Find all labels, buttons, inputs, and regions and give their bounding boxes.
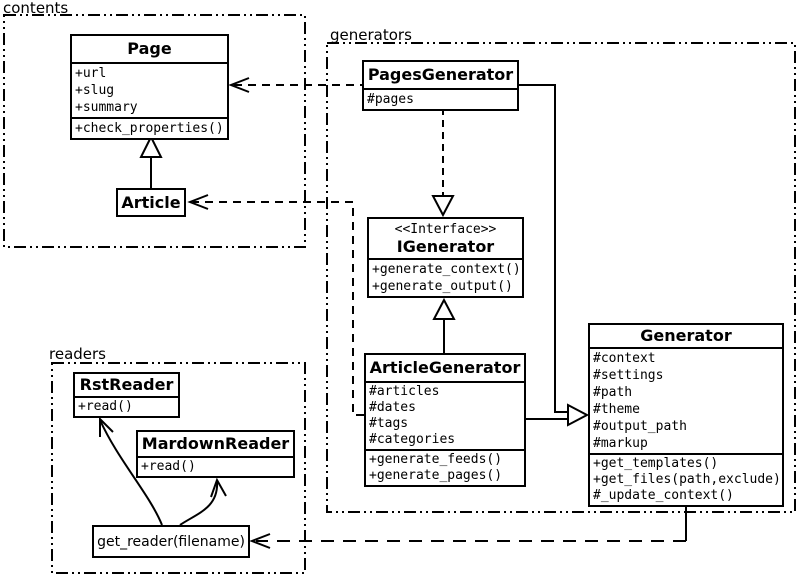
class-member: +slug — [75, 83, 115, 98]
generalization-arrow-generator — [568, 405, 587, 425]
class-articlegenerator-methods — [366, 449, 524, 485]
generalization-arrow-igenerator — [434, 300, 454, 319]
class-page — [70, 34, 229, 140]
class-article — [116, 188, 186, 217]
package-label-generators: generators — [330, 26, 412, 44]
interface-stereotype: <<Interface>> — [394, 222, 497, 237]
class-articlegenerator — [364, 353, 526, 487]
class-member: +summary — [75, 100, 138, 115]
class-igenerator — [367, 217, 524, 298]
class-mardownreader-methods — [138, 456, 293, 476]
arrow-mardownreader — [211, 480, 226, 497]
class-pagesgenerator — [362, 60, 519, 111]
class-member: #theme — [593, 402, 640, 417]
class-member: +read() — [141, 459, 196, 474]
class-member: +check_properties() — [75, 121, 224, 136]
class-member: #path — [593, 385, 633, 400]
class-member: #tags — [369, 416, 409, 431]
class-rstreader — [73, 372, 180, 418]
class-mardownreader-title: MardownReader — [141, 434, 290, 453]
class-member: #articles — [369, 384, 440, 399]
class-member: +generate_feeds() — [369, 452, 503, 467]
class-generator-attributes — [590, 347, 782, 453]
package-label-contents: contents — [3, 0, 69, 17]
function-get-reader — [92, 525, 250, 558]
class-member: +generate_pages() — [369, 468, 503, 483]
class-articlegenerator-title: ArticleGenerator — [369, 358, 521, 377]
class-member: #categories — [369, 432, 456, 447]
class-member: +generate_context() — [372, 262, 521, 277]
class-page-methods — [72, 117, 227, 138]
class-page-title: Page — [127, 39, 172, 58]
generalization-arrow-page — [141, 137, 161, 157]
class-member: +get_templates() — [593, 456, 719, 471]
class-igenerator-title: IGenerator — [396, 237, 495, 256]
class-member: #dates — [369, 400, 416, 415]
class-member: #settings — [593, 368, 664, 383]
class-generator — [588, 323, 784, 507]
class-igenerator-methods — [369, 258, 522, 296]
realization-arrow-igenerator — [433, 196, 453, 215]
class-pagesgenerator-attributes — [364, 88, 517, 109]
class-member: +url — [75, 66, 107, 81]
edge-articlegenerator-article — [193, 202, 364, 415]
class-member: #pages — [367, 92, 414, 107]
class-member: #output_path — [593, 419, 687, 434]
function-get-reader-label: get_reader(filename) — [97, 533, 245, 550]
class-pagesgenerator-title: PagesGenerator — [367, 65, 514, 84]
class-igenerator-header — [369, 219, 522, 258]
class-member: +read() — [78, 399, 133, 414]
class-articlegenerator-attributes — [366, 381, 524, 449]
class-member: #markup — [593, 436, 648, 451]
class-rstreader-methods — [75, 396, 178, 416]
class-page-attributes — [72, 62, 227, 117]
class-article-title: Article — [121, 193, 181, 212]
package-label-readers: readers — [49, 345, 106, 363]
class-rstreader-title: RstReader — [79, 375, 174, 394]
class-generator-title: Generator — [640, 326, 732, 345]
edge-getreader-mardownreader — [180, 481, 217, 525]
class-member: #_update_context() — [593, 488, 734, 503]
class-member: +get_files(path,exclude) — [593, 472, 781, 487]
class-member: #context — [593, 351, 656, 366]
class-generator-methods — [590, 453, 782, 505]
class-mardownreader — [136, 430, 295, 478]
class-member: +generate_output() — [372, 279, 513, 294]
